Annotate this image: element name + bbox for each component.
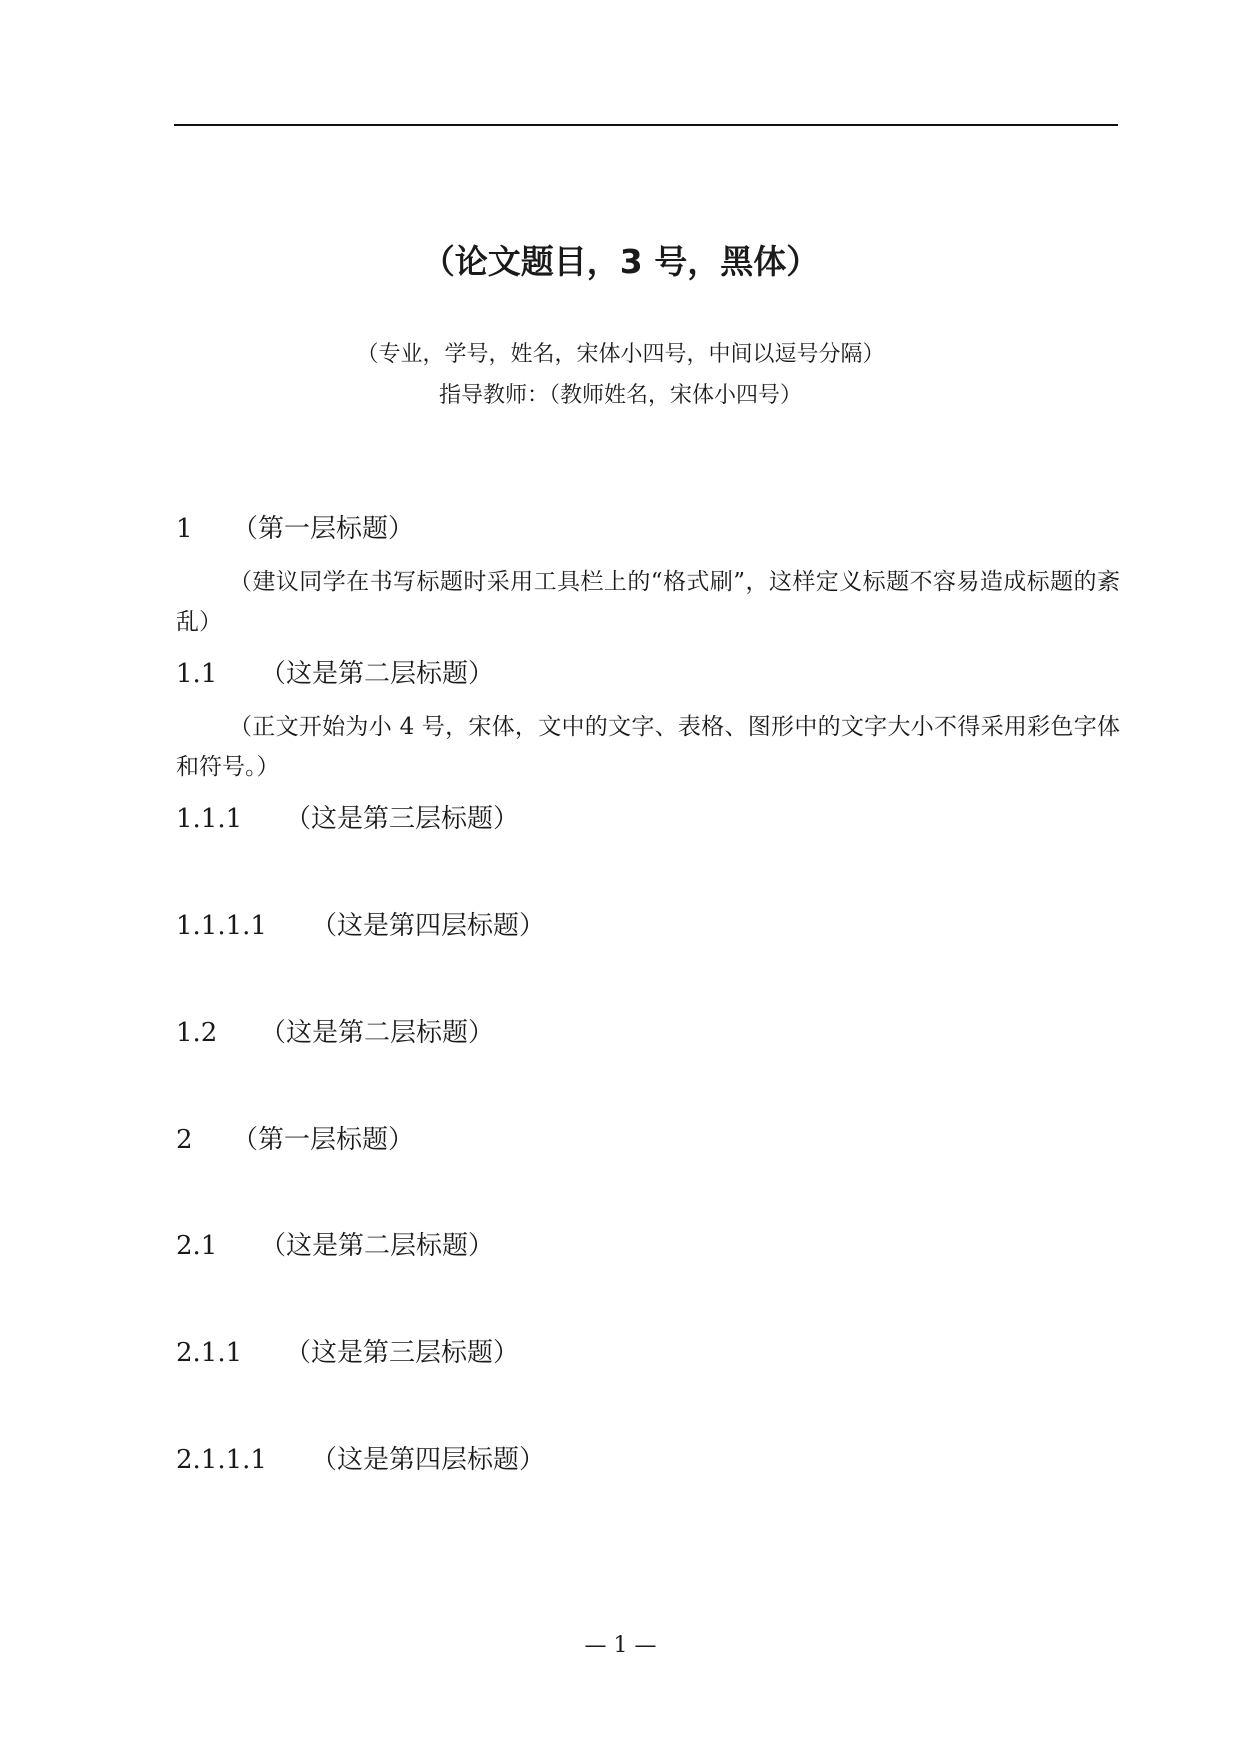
section-title: （第一层标题）	[232, 1125, 415, 1155]
section-number: 2.1	[176, 1231, 218, 1261]
section-heading-level-2	[176, 1016, 494, 1050]
section-title: （这是第二层标题）	[260, 1231, 495, 1261]
section-number: 1.1.1	[176, 804, 243, 834]
section-number: 2.1.1.1	[176, 1445, 267, 1475]
section-number: 1	[176, 514, 193, 544]
body-paragraph: （建议同学在书写标题时采用工具栏上的“格式刷”，这样定义标题不容易造成标题的紊乱）	[176, 569, 1120, 635]
paper-title: （论文题目，3 号，黑体）	[421, 242, 820, 281]
section-heading-level-3	[176, 802, 519, 836]
section-heading-level-4	[176, 1443, 545, 1477]
section-number: 1.1	[176, 659, 218, 689]
section-title: （这是第三层标题）	[285, 1338, 520, 1368]
header-rule	[174, 124, 1118, 126]
section-heading-level-3	[176, 1336, 519, 1370]
section-heading-level-2	[176, 657, 494, 691]
section-title: （这是第四层标题）	[311, 911, 546, 941]
section-number: 1.2	[176, 1018, 218, 1048]
section-title: （这是第三层标题）	[285, 804, 520, 834]
page-number: — 1 —	[584, 1633, 657, 1658]
section-title: （这是第二层标题）	[260, 659, 495, 689]
section-heading-level-1	[176, 1123, 414, 1157]
section-title: （第一层标题）	[232, 514, 415, 544]
section-title: （这是第四层标题）	[311, 1445, 546, 1475]
section-heading-level-2	[176, 1229, 494, 1263]
body-paragraph: （正文开始为小 4 号，宋体，文中的文字、表格、图形中的文字大小不得采用彩色字体和符号。）	[176, 714, 1120, 780]
section-number: 2	[176, 1125, 193, 1155]
section-number: 1.1.1.1	[176, 911, 267, 941]
author-line: （专业，学号，姓名，宋体小四号，中间以逗号分隔）	[356, 342, 885, 367]
section-title: （这是第二层标题）	[260, 1018, 495, 1048]
section-heading-level-1	[176, 512, 414, 546]
section-heading-level-4	[176, 909, 545, 943]
section-number: 2.1.1	[176, 1338, 243, 1368]
advisor-line: 指导教师：（教师姓名，宋体小四号）	[438, 383, 802, 408]
